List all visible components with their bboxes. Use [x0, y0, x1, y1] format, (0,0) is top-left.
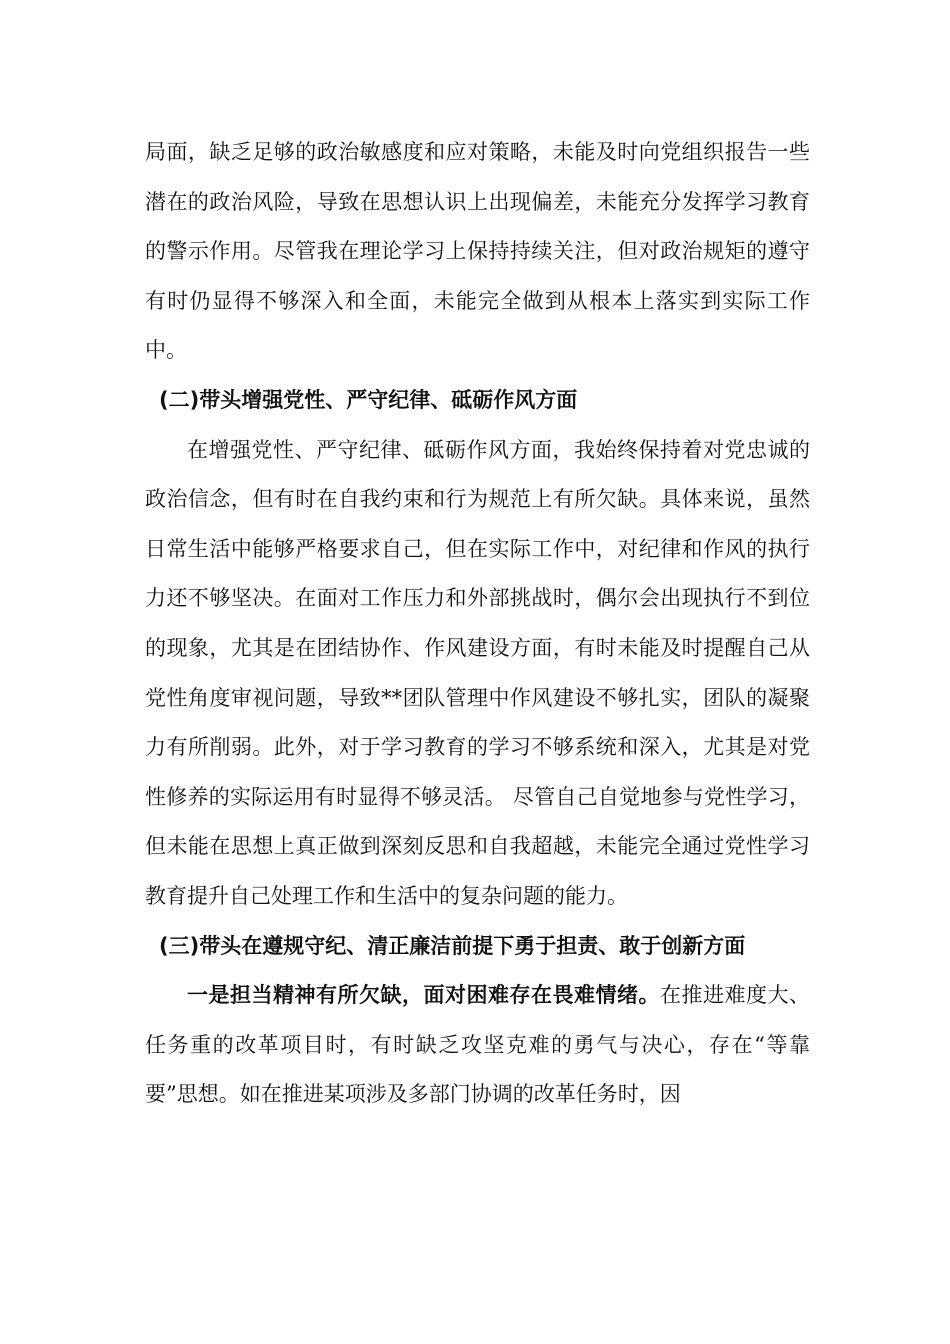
paragraph-section-2: 在增强党性、严守纪律、砥砺作风方面，我始终保持着对党忠诚的政治信念，但有时在自我约束和行为规范上有所欠缺。具体来说，虽然日常生活中能够严格要求自己，但在实际工作中，对纪律和作风的执行力还不够坚决。在面对工作压力和外部挑战时，偶尔会出现执行不到位的现象，尤其是在团结协作、作风建设方面，有时未能及时提醒自己从党性角度审视问题，导致**团队管理中作风建设不够扎实，团队的凝聚力有所削弱。此外，对于学习教育的学习不够系统和深入，尤其是对党性修养的实际运用有时显得不够灵活。 尽管自己自觉地参与党性学习，但未能在思想上真正做到深刻反思和自我超越，未能完全通过党性学习教育提升自己处理工作和生活中的复杂问题的能力。: [145, 437, 810, 908]
section-heading-2: (二)带头增强党性、严守纪律、砥砺作风方面: [159, 387, 578, 412]
paragraph-continuation: 局面，缺乏足够的政治敏感度和应对策略，未能及时向党组织报告一些潜在的政治风险，导致在思想认识上出现偏差，未能充分发挥学习教育的警示作用。尽管我在理论学习上保持持续关注，但对政治规矩的遵守有时仍显得不够深入和全面，未能完全做到从根本上落实到实际工作中。: [145, 140, 810, 363]
paragraph-body: 在推进难度大、任务重的改革项目时，有时缺乏攻坚克难的勇气与决心，存在“等靠要”思想。如在推进某项涉及多部门协调的改革任务时，因: [145, 983, 810, 1107]
section-heading-3: (三)带头在遵规守纪、清正廉洁前提下勇于担责、敢于创新方面: [159, 933, 746, 958]
paragraph-lead-bold: 一是担当精神有所欠缺，面对困难存在畏难情绪。: [187, 983, 660, 1008]
paragraph-section-3: [145, 971, 810, 1120]
document-body: [145, 128, 810, 1120]
